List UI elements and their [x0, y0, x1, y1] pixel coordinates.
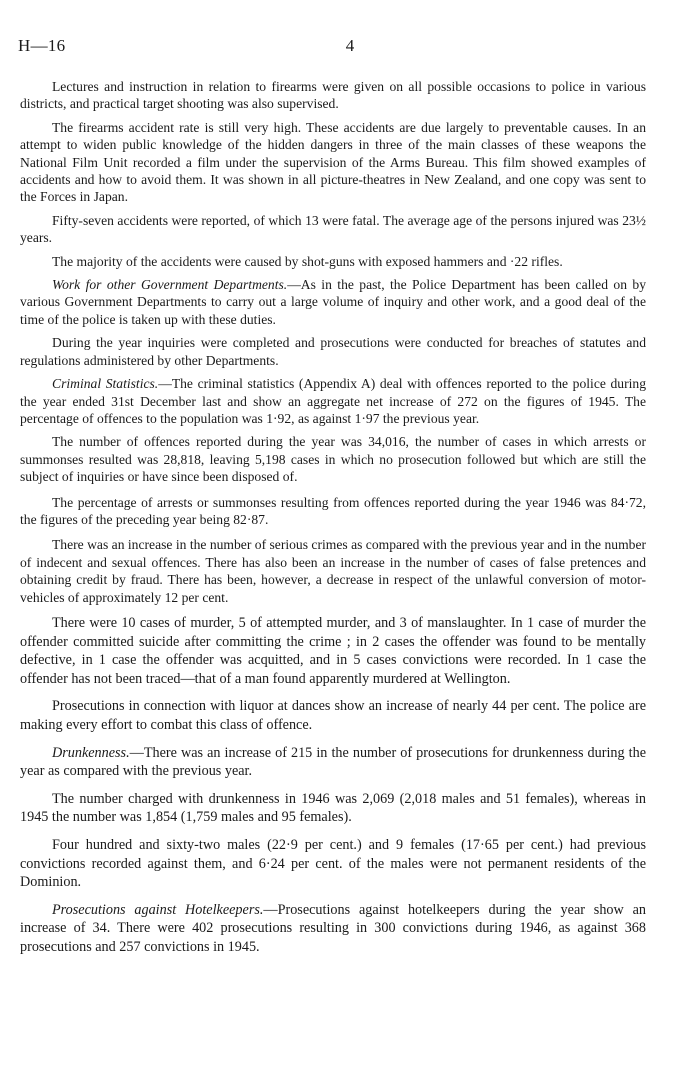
paragraph-inquiries — [20, 334, 646, 369]
paragraph-text: The number of offences reported during the year was 34,016, the number of cases in which arrests or summonses resulted was 28,818, leaving 5,198 cases in which no prosecution followed but which are still the subject of inquiries or have since been disposed of. — [20, 434, 646, 485]
paragraph-accident-count — [20, 212, 646, 247]
paragraph-text: Four hundred and sixty-two males (22·9 per cent.) and 9 females (17·65 per cent.) had previous convictions recorded against them, and 6·24 per cent. of the males were not permanent residents of the Dominion. — [20, 836, 646, 891]
paragraph-arrest-percentage — [20, 494, 646, 529]
paragraph-accident-causes — [20, 253, 646, 270]
body-text — [20, 78, 646, 965]
paragraph-liquor-dances — [20, 697, 646, 734]
paragraph-text: During the year inquiries were completed and prosecutions were conducted for breaches of statutes and regulations administered by other Departments. — [20, 335, 646, 368]
section-heading: Prosecutions against Hotelkeepers. — [52, 901, 264, 918]
paragraph-firearms-lectures — [20, 78, 646, 113]
paragraph-other-departments — [20, 276, 646, 328]
section-heading: Criminal Statistics. — [52, 376, 159, 392]
paragraph-text: —There was an increase of 215 in the number of prosecutions for drunkenness during the year as compared with the previous year. — [20, 744, 646, 780]
paragraph-text: Fifty-seven accidents were reported, of which 13 were fatal. The average age of the persons injured was 23½ years. — [20, 212, 646, 246]
paragraph-offences-reported — [20, 433, 646, 485]
paragraph-criminal-statistics — [20, 375, 646, 427]
paragraph-previous-convictions — [20, 836, 646, 892]
page-number: 4 — [345, 36, 355, 55]
paragraph-text: —As in the past, the Police Department has been called on by various Government Departments to carry out a large volume of inquiry and other work, and a good deal of the time of the police is taken up with these duties. — [20, 277, 647, 327]
paragraph-text: —The criminal statistics (Appendix A) deal with offences reported to the police during the year ended 31st December last and show an aggregate net increase of 272 on the figures of 1945. The percentage of offences to the population was 1·92, as against 1·97 the previous year. — [20, 376, 646, 426]
paragraph-text: The firearms accident rate is still very high. These accidents are due largely to preventable causes. In an attempt to widen public knowledge of the hidden dangers in three of the main classes of these weapons the National Film Unit recorded a film under the supervision of the Arms Bureau. This film showed examples of accidents and how to avoid them. It was shown in all picture-theatres in New Zealand, and one copy was sent to the Forces in Japan. — [20, 119, 646, 205]
paragraph-hotelkeepers — [20, 901, 646, 957]
paragraph-text: Prosecutions in connection with liquor at dances show an increase of nearly 44 per cent. The police are making every effort to combat this class of offence. — [20, 698, 646, 733]
paragraph-text: Lectures and instruction in relation to firearms were given on all possible occasions to police in various districts, and practical target shooting was also supervised. — [20, 79, 646, 112]
paragraph-text: —Prosecutions against hotelkeepers during the year show an increase of 34. There were 402 prosecutions resulting in 300 convictions during 1946, as against 368 prosecutions and 257 convictions in 1945. — [20, 901, 646, 955]
page-header — [18, 36, 682, 58]
section-heading: Work for other Government Departments. — [52, 277, 288, 293]
paragraph-text: The majority of the accidents were caused by shot-guns with exposed hammers and ·22 rifles. — [52, 253, 563, 269]
paragraph-firearms-accidents — [20, 119, 646, 206]
paragraph-text: The percentage of arrests or summonses resulting from offences reported during the year 1946 was 84·72, the figures of the preceding year being 82·87. — [20, 494, 646, 527]
paragraph-text: There were 10 cases of murder, 5 of attempted murder, and 3 of manslaughter. In 1 case of murder the offender committed suicide after committing the crime ; in 2 cases the offender was found to be mentally defective, in 1 case the offender was acquitted, and in 5 cases convictions were recorded. In 1 case the offender has not been traced—that of a man found apparently murdered at Wellington. — [20, 614, 646, 687]
document-reference: H—16 — [18, 36, 66, 55]
paragraph-text: There was an increase in the number of serious crimes as compared with the previous year and in the number of indecent and sexual offences. There has also been an increase in the number of cases of false pretences and obtaining credit by fraud. There has been, however, a decrease in respect of the unlawful conversion of motor-vehicles of approximately 12 per cent. — [20, 537, 646, 605]
paragraph-text: The number charged with drunkenness in 1946 was 2,069 (2,018 males and 51 females), whereas in 1945 the number was 1,854 (1,759 males and 95 females). — [20, 790, 646, 826]
paragraph-drunkenness — [20, 744, 646, 781]
paragraph-drunkenness-numbers — [20, 790, 646, 827]
paragraph-murder-cases — [20, 614, 646, 688]
section-heading: Drunkenness. — [52, 744, 130, 761]
paragraph-serious-crimes — [20, 536, 646, 606]
